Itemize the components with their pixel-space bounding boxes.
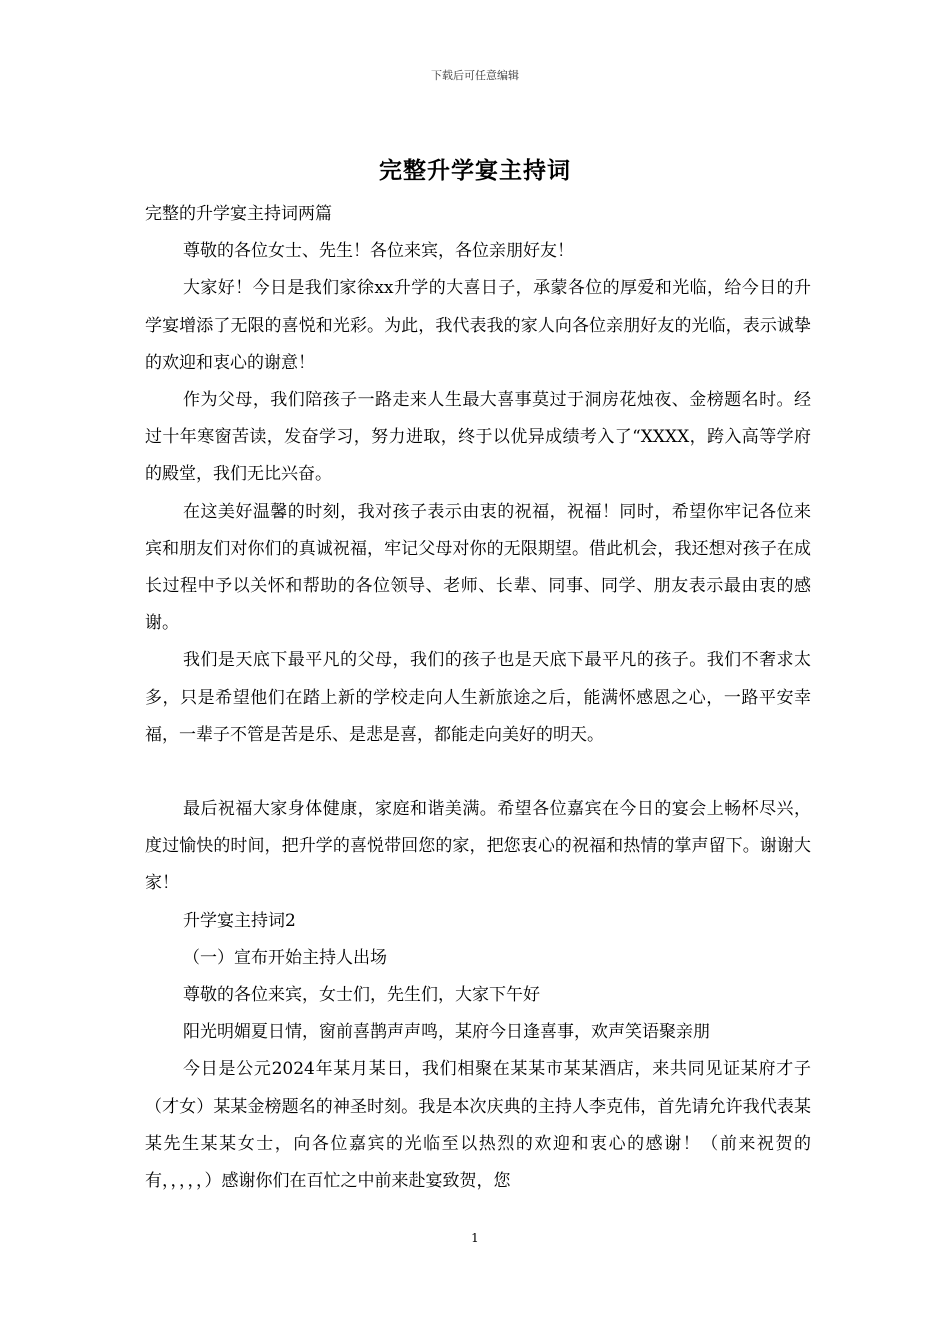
paragraph-host-greeting: 尊敬的各位来宾，女士们，先生们，大家下午好 [183, 985, 540, 1006]
paragraph-welcome: 大家好！今日是我们家徐xx升学的大喜日子，承蒙各位的厚爱和光临，给今日的升学宴增添了无限的喜悦和光彩。为此，我代表我的家人向各位亲朋好友的光临，表示诚挚的欢迎和衷心的谢意！ [145, 278, 811, 373]
document-subtitle: 完整的升学宴主持词两篇 [145, 204, 332, 224]
paragraph-blessing: 在这美好温馨的时刻，我对孩子表示由衷的祝福，祝福！同时，希望你牢记各位来宾和朋友们对你们的真诚祝福，牢记父母对你的无限期望。借此机会，我还想对孩子在成长过程中予以关怀和帮助的各位领导、老师、长辈、同事、同学、朋友表示最由衷的感谢。 [145, 501, 811, 634]
paragraph-closing: 最后祝福大家身体健康，家庭和谐美满。希望各位嘉宾在今日的宴会上畅杯尽兴，度过愉快的时间，把升学的喜悦带回您的家，把您衷心的祝福和热情的掌声留下。谢谢大家！ [145, 799, 811, 894]
document-title: 完整升学宴主持词 [379, 157, 571, 184]
document-body [145, 196, 811, 1200]
paragraph-host-intro: 今日是公元2024年某月某日，我们相聚在某某市某某酒店，来共同见证某府才子（才女）某某金榜题名的神圣时刻。我是本次庆典的主持人李克伟，首先请允许我代表某某先生某某女士，向各位嘉宾的光临至以热烈的欢迎和衷心的感谢！（前来祝贺的有，，，，，）感谢你们在百忙之中前来赴宴致贺，您 [145, 1059, 811, 1192]
paragraph-greeting: 尊敬的各位女士、先生！各位来宾，各位亲朋好友！ [183, 241, 574, 262]
paragraph-verse: 阳光明媚夏日情，窗前喜鹊声声鸣，某府今日逢喜事，欢声笑语聚亲朋 [183, 1022, 710, 1043]
section-subheading-1: （一）宣布开始主持人出场 [183, 947, 387, 968]
header-note: 下载后可任意编辑 [431, 69, 519, 82]
section-heading-2: 升学宴主持词2 [183, 910, 296, 931]
paragraph-hopes: 我们是天底下最平凡的父母，我们的孩子也是天底下最平凡的孩子。我们不奢求太多，只是希望他们在踏上新的学校走向人生新旅途之后，能满怀感恩之心，一路平安幸福，一辈子不管是苦是乐、是悲是喜，都能走向美好的明天。 [145, 650, 811, 745]
paragraph-parents: 作为父母，我们陪孩子一路走来人生最大喜事莫过于洞房花烛夜、金榜题名时。经过十年寒窗苦读，发奋学习，努力进取，终于以优异成绩考入了“XXXX，跨入高等学府的殿堂，我们无比兴奋。 [145, 390, 811, 485]
page-number: 1 [471, 1231, 479, 1245]
